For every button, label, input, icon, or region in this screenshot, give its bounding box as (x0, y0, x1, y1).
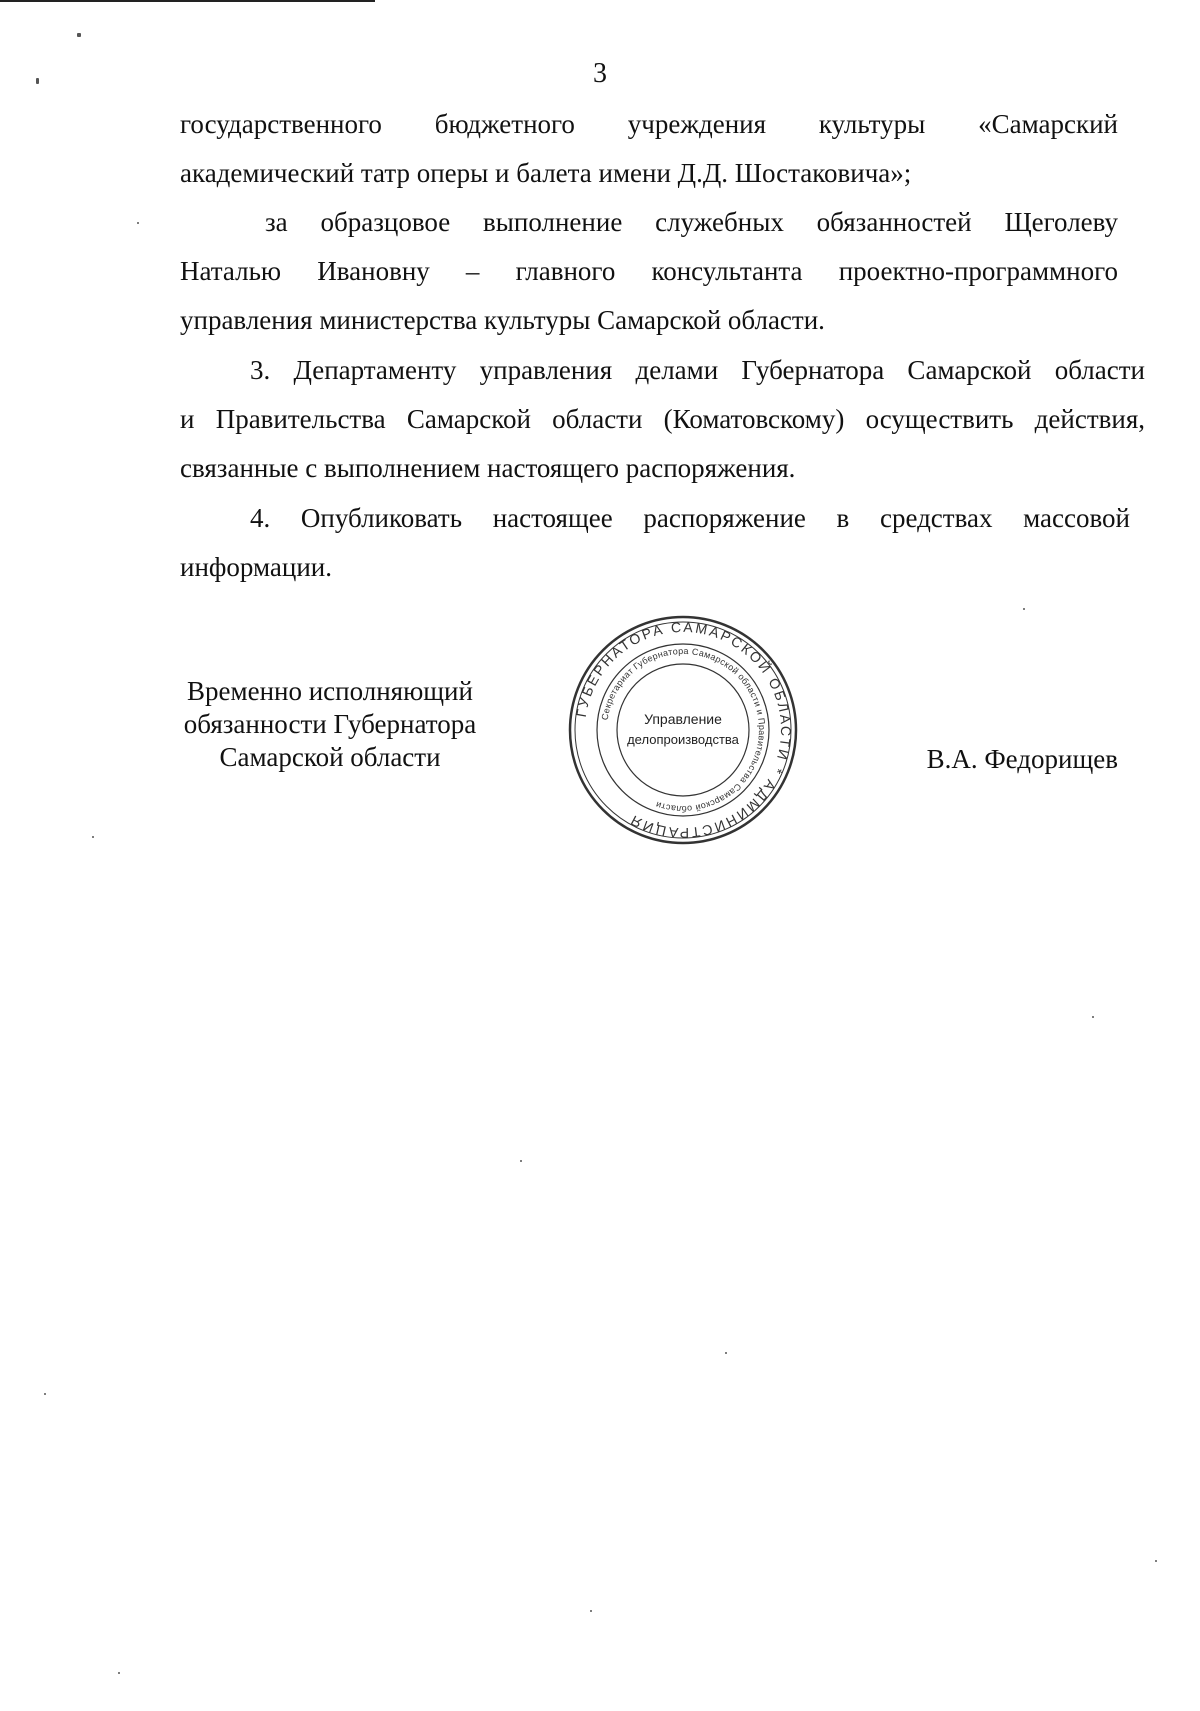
signatory-position-line-1: Временно исполняющий (187, 676, 473, 706)
signatory-name: В.А. Федорищев (926, 744, 1118, 774)
paragraph-3-line-1: 3. Департаменту управления делами Губернатора Самарской области (250, 355, 1145, 385)
signatory-position-line-3: Самарской области (219, 742, 441, 772)
paragraph-2 (180, 198, 1118, 345)
scan-speck (137, 222, 139, 224)
paragraph-3 (180, 346, 1145, 493)
paragraph-1-line-2: академический татр оперы и балета имени Д.Д. Шостаковича»; (180, 158, 912, 188)
seal-inner-ring (617, 664, 749, 796)
seal-outer-text: ГУБЕРНАТОРА САМАРСКОЙ ОБЛАСТИ * АДМИНИСТРАЦИЯ (572, 618, 795, 842)
scan-speck (77, 33, 81, 37)
signatory-position (170, 675, 490, 774)
paragraph-3-line-3: связанные с выполнением настоящего распоряжения. (180, 453, 796, 483)
paragraph-4 (180, 494, 1130, 592)
paragraph-2-line-2: Наталью Ивановну – главного консультанта проектно-программного (180, 256, 1118, 286)
paragraph-2-line-1: за образцовое выполнение служебных обязанностей Щеголеву (265, 207, 1118, 237)
signatory-position-line-2: обязанности Губернатора (183, 709, 477, 739)
paragraph-1-line-1: государственного бюджетного учреждения культуры «Самарский (180, 109, 1118, 139)
paragraph-3-line-2: и Правительства Самарской области (Коматовскому) осуществить действия, (180, 404, 1145, 434)
scan-speck (725, 1352, 727, 1354)
seal-middle-ring (597, 644, 769, 816)
seal-center-line-2: делопроизводства (627, 732, 739, 747)
scan-speck (520, 1160, 522, 1162)
paragraph-4-line-1: 4. Опубликовать настоящее распоряжение в средствах массовой (250, 503, 1130, 533)
paragraph-4-line-2: информации. (180, 552, 332, 582)
official-seal (567, 614, 799, 846)
scan-speck (1023, 608, 1025, 610)
top-rule (0, 0, 375, 2)
scan-speck (36, 78, 39, 84)
paragraph-1 (180, 100, 1118, 198)
scan-speck (1092, 1016, 1094, 1018)
seal-center-line-1: Управление (644, 711, 722, 727)
seal-inner-ring-text: Секретариат Губернатора Самарской области и Правительства Самарской области (599, 645, 768, 815)
scan-speck (590, 1610, 592, 1612)
scan-speck (92, 836, 94, 838)
scan-speck (1155, 1560, 1157, 1562)
scan-speck (44, 1393, 46, 1395)
paragraph-2-line-3: управления министерства культуры Самарской области. (180, 305, 825, 335)
scan-speck (118, 1672, 120, 1674)
page-number: 3 (593, 58, 607, 89)
